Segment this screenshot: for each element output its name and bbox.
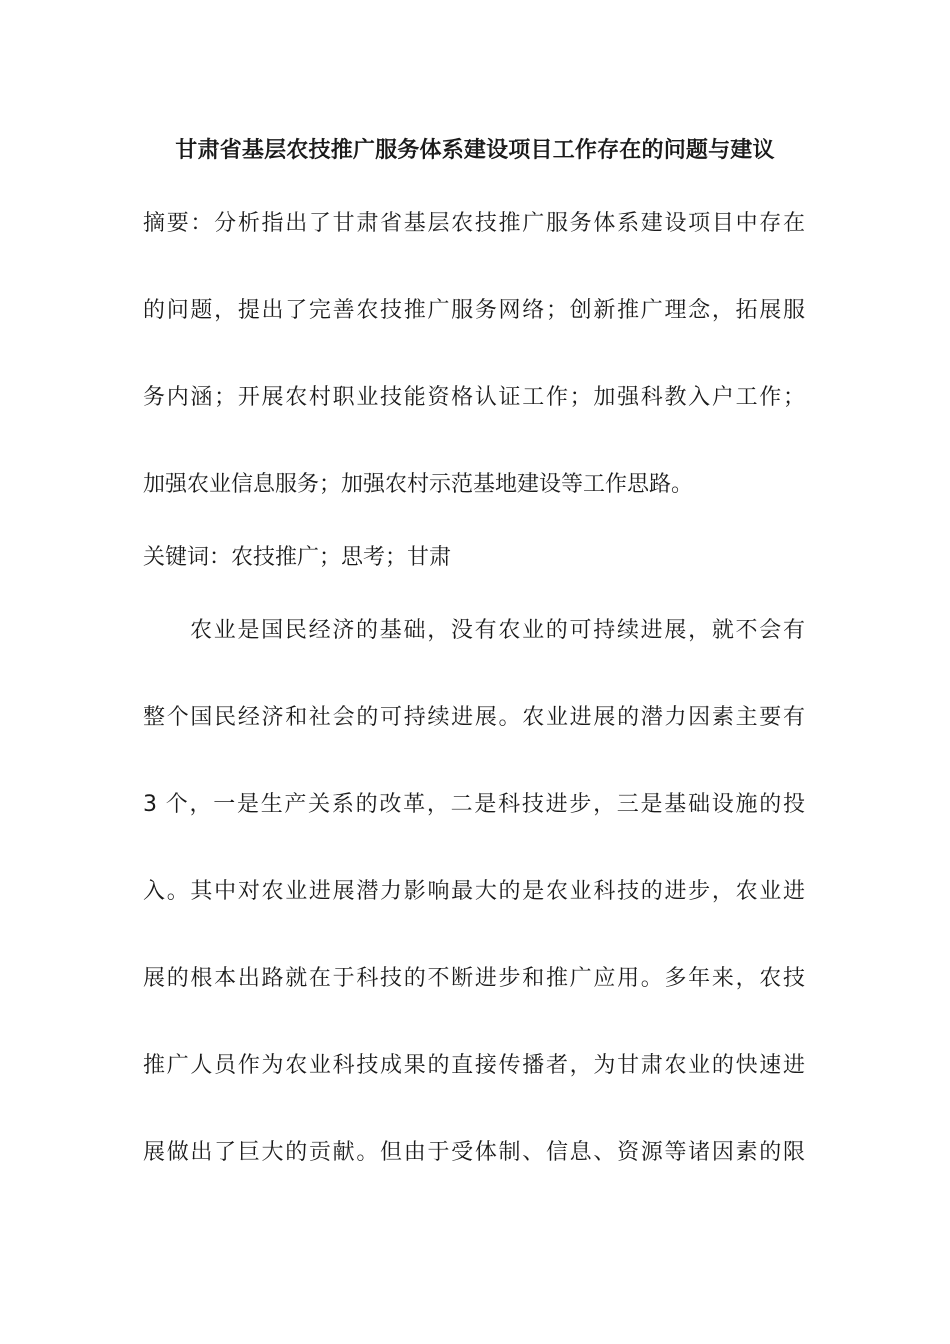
body-line: 展做出了巨大的贡献。但由于受体制、信息、资源等诸因素的限	[143, 1140, 805, 1165]
document-title: 甘肃省基层农技推广服务体系建设项目工作存在的问题与建议	[175, 138, 775, 163]
body-line: 农业是国民经济的基础，没有农业的可持续进展，就不会有	[190, 618, 805, 643]
body-line: 入。其中对农业进展潜力影响最大的是农业科技的进步，农业进	[143, 879, 805, 904]
body-line: 整个国民经济和社会的可持续进展。农业进展的潜力因素主要有	[143, 705, 805, 730]
body-line: 推广人员作为农业科技成果的直接传播者，为甘肃农业的快速进	[143, 1053, 805, 1078]
abstract-line: 摘要：分析指出了甘肃省基层农技推广服务体系建设项目中存在	[143, 211, 805, 236]
abstract-line: 的问题，提出了完善农技推广服务网络；创新推广理念，拓展服	[143, 298, 805, 323]
body-line: 3 个，一是生产关系的改革，二是科技进步，三是基础设施的投	[143, 792, 805, 817]
keywords-line: 关键词：农技推广；思考；甘肃	[143, 545, 452, 570]
body-line: 展的根本出路就在于科技的不断进步和推广应用。多年来，农技	[143, 966, 805, 991]
abstract-line: 务内涵；开展农村职业技能资格认证工作；加强科教入户工作；	[143, 385, 805, 410]
abstract-line: 加强农业信息服务；加强农村示范基地建设等工作思路。	[143, 472, 694, 497]
